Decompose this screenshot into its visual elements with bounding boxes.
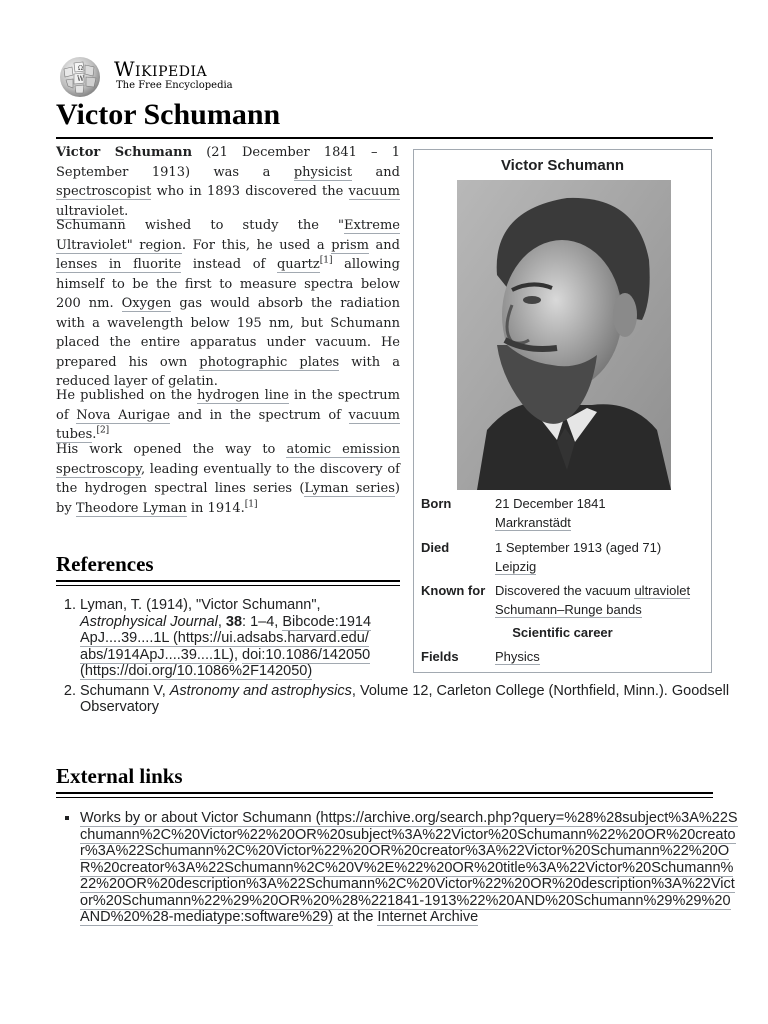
link-vacuum-ultraviolet[interactable]: vacuum ultraviolet [56,184,400,219]
link-quartz[interactable]: quartz [276,257,320,272]
doi-link[interactable]: doi:10.1086/142050 (https://doi.org/10.1086%2F142050) [80,646,371,679]
list-item [80,810,740,926]
text-run: , Volume 12, Carleton College (Northfield, Minn.). Goodsell Observatory [80,682,730,715]
external-links-divider [56,792,713,798]
born-date: 21 December 1841 [495,496,606,511]
text-run: and [352,164,400,180]
references-divider [56,580,400,586]
page-title: Victor Schumann [56,98,281,131]
text-run: and in the spectrum of [170,407,349,423]
reference-item [80,597,375,680]
text-run: allowing himself to be the first to measure spectra below 200 nm. [56,257,400,311]
died-value [495,538,707,576]
text-run: in 1914. [186,500,245,516]
publications-paragraph [56,386,400,445]
subject-name: Victor Schumann [56,145,193,160]
text-run: gas would absorb the radiation with a wavelength below 195 nm, but Schumann placed the entire apparatus under vacuum. He prepared his own [56,296,400,370]
link-spectroscopist[interactable]: spectroscopist [56,184,152,199]
archive-search-link[interactable]: Works by or about Victor Schumann (https://archive.org/search.php?query=%28%28subject%3A%22Schumann%2C%20Victor%22%20OR%20subject%3A%22Victor%20Schumann%22%20OR%20creator%3A%22Schumann%2C%20Victor%22%20OR%20creator%3A%22Victor%20Schumann%22%20OR%20creator%3A%22Schumann%2C%20V%2E%22%20OR%20title%3A%22Victor%20Schumann%22%20OR%20description%3A%22Schumann%2C%20Victor%22%20OR%20description%3A%22Victor%20Schumann%22%29%20OR%20%28%221841-1913%22%20AND%20Schumann%29%29%20AND%20%28-mediatype:software%29) [80,810,738,925]
text-run: who in 1893 discovered the [151,184,349,199]
intro-paragraph [56,143,400,221]
svg-text:Ω: Ω [78,65,83,72]
link-physicist[interactable]: physicist [293,164,353,180]
text-run: , leading eventually to the discovery of the hydrogen spectral lines series ( [56,461,400,496]
references-heading: References [56,552,154,576]
citation-1[interactable]: [1] [319,255,333,266]
text-run: ) by [56,481,400,516]
portrait-image[interactable] [457,180,671,490]
text-run: Discovered the vacuum [495,583,635,598]
volume: 38 [225,613,243,630]
infobox [413,149,712,673]
born-label: Born [421,496,452,511]
link-lenses-in-fluorite[interactable]: lenses in fluorite [56,257,182,272]
journal-title: Astrophysical Journal [80,613,218,630]
link-lyman-series[interactable]: Lyman series [304,481,395,496]
link-hydrogen-line[interactable]: hydrogen line [197,388,289,403]
svg-text:W: W [77,75,85,83]
title-divider [56,137,713,139]
bibcode-link[interactable]: Bibcode:1914ApJ....39....1L (https://ui.adsabs.harvard.edu/abs/1914ApJ....39....1L) [80,613,372,663]
text-run: instead of [181,257,277,272]
link-prism[interactable]: prism [331,237,369,253]
citation-1[interactable]: [1] [244,499,258,510]
text-run: Schumann wished to study the " [56,218,345,233]
text-run: at the [333,909,378,925]
external-links-list [56,810,740,926]
link-ultraviolet[interactable]: ultraviolet [634,583,691,598]
text-run: Schumann V, [80,682,170,699]
text-run: (21 December 1841 – 1 September 1913) was a [56,145,400,180]
link-photographic-plates[interactable]: photographic plates [199,354,340,370]
scientific-career-header: Scientific career [512,625,613,640]
wikipedia-tagline: The Free Encyclopedia [116,80,233,91]
text-run: Lyman, T. (1914), "Victor Schumann", [80,597,321,613]
known-for-label: Known for [421,583,486,598]
link-internet-archive[interactable]: Internet Archive [377,909,479,925]
died-label: Died [421,540,450,555]
link-theodore-lyman[interactable]: Theodore Lyman [75,500,187,516]
fields-label: Fields [421,649,459,664]
text-run: . [124,203,129,219]
text-run: : 1–4, [242,613,283,630]
text-run: . For this, he used a [181,237,332,253]
external-links-heading: External links [56,764,183,788]
born-value [495,494,707,532]
references-list [56,597,740,719]
book-title: Astronomy and astrophysics [169,682,352,699]
wikipedia-globe-icon [56,55,104,99]
link-schumann-runge-bands[interactable]: Schumann–Runge bands [495,602,642,617]
text-run: He published on the [56,388,198,403]
text-run: , [217,613,226,630]
link-markranstadt[interactable]: Markranstädt [495,515,571,530]
link-extreme-ultraviolet[interactable]: Extreme Ultraviolet" region [56,218,400,253]
legacy-paragraph [56,440,400,518]
link-leipzig[interactable]: Leipzig [495,559,537,574]
text-run: in the spectrum of [56,388,400,423]
citation-2[interactable]: [2] [96,425,110,436]
link-atomic-emission-spectroscopy[interactable]: atomic emission spectroscopy [56,442,400,477]
text-run: and [368,237,400,253]
link-physics[interactable]: Physics [495,649,540,664]
link-oxygen[interactable]: Oxygen [121,296,172,311]
text-run: His work opened the way to [56,442,287,457]
wikipedia-wordmark[interactable]: Wikipedia [114,57,208,81]
link-nova-aurigae[interactable]: Nova Aurigae [76,407,171,423]
infobox-title: Victor Schumann [500,157,625,174]
text-run: . [92,427,97,442]
died-date: 1 September 1913 (aged 71) [495,540,662,555]
text-run: , [233,646,243,663]
method-paragraph [56,216,400,392]
reference-item [80,683,740,716]
link-vacuum-tubes[interactable]: vacuum tubes [56,407,400,442]
text-run: with a reduced layer of gelatin. [56,354,400,389]
